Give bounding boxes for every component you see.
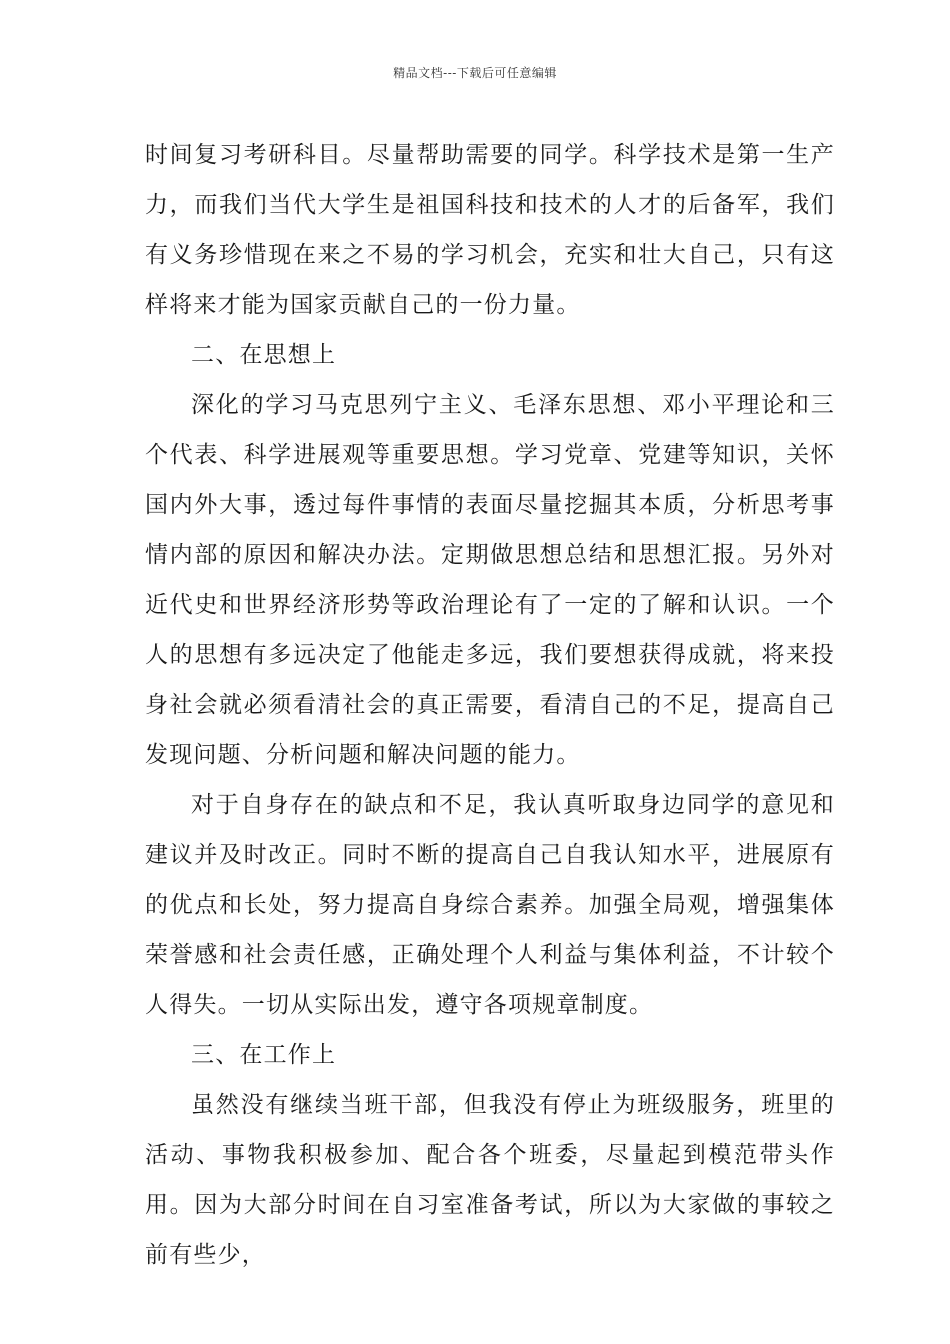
document-body [145, 130, 835, 1280]
paragraph-thought: 深化的学习马克思列宁主义、毛泽东思想、邓小平理论和三个代表、科学进展观等重要思想。学习党章、党建等知识，关怀国内外大事，透过每件事情的表面尽量挖掘其本质，分析思考事情内部的原因和解决办法。定期做思想总结和思想汇报。另外对近代史和世界经济形势等政治理论有了一定的了解和认识。一个人的思想有多远决定了他能走多远，我们要想获得成就，将来投身社会就必须看清社会的真正需要，看清自己的不足，提高自己发现问题、分析问题和解决问题的能力。 [145, 392, 835, 768]
paragraph-continuation: 时间复习考研科目。尽量帮助需要的同学。科学技术是第一生产力，而我们当代大学生是祖国科技和技术的人才的后备军，我们有义务珍惜现在来之不易的学习机会，充实和壮大自己，只有这样将来才能为国家贡献自己的一份力量。 [145, 142, 835, 318]
paragraph-work: 虽然没有继续当班干部，但我没有停止为班级服务，班里的活动、事物我积极参加、配合各个班委，尽量起到模范带头作用。因为大部分时间在自习室准备考试，所以为大家做的事较之前有些少， [145, 1092, 835, 1268]
paragraph-self-improvement: 对于自身存在的缺点和不足，我认真听取身边同学的意见和建议并及时改正。同时不断的提高自己自我认知水平，进展原有的优点和长处，努力提高自身综合素养。加强全局观，增强集体荣誉感和社会责任感，正确处理个人利益与集体利益，不计较个人得失。一切从实际出发，遵守各项规章制度。 [145, 792, 835, 1018]
section-heading-thought: 二、在思想上 [191, 342, 337, 368]
page-header: 精品文档---下载后可任意编辑 [393, 66, 557, 80]
section-heading-work: 三、在工作上 [191, 1042, 337, 1068]
